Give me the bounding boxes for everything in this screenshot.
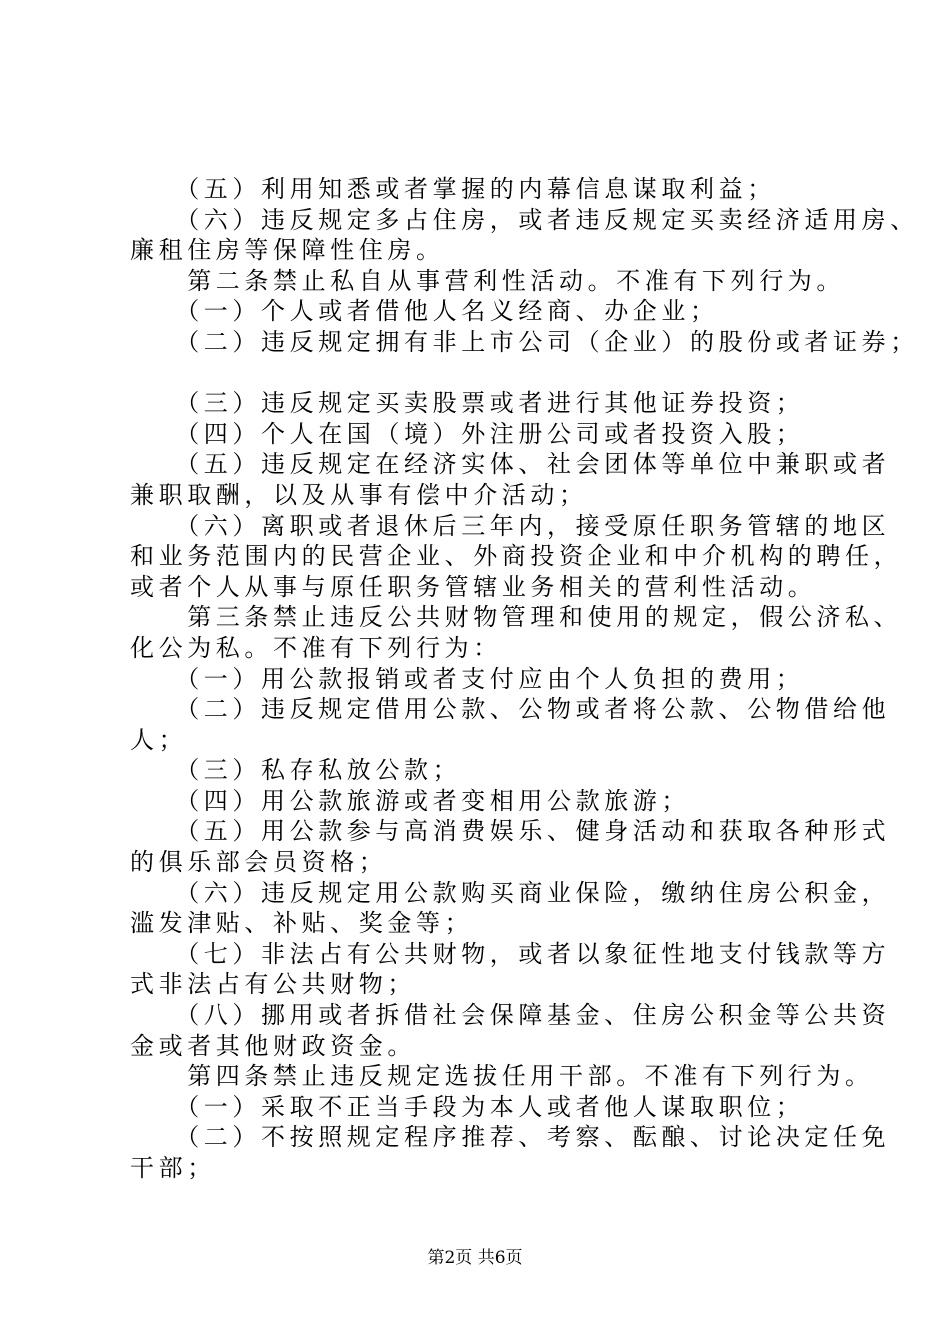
text-line: （三）违反规定买卖股票或者进行其他证券投资； [130, 389, 805, 418]
text-line: （二）违反规定拥有非上市公司（企业）的股份或者证券； [130, 327, 919, 356]
text-line: 金或者其他财政资金。 [130, 1031, 416, 1060]
text-line: 干部； [130, 1154, 216, 1182]
text-line: （六）违反规定多占住房，或者违反规定买卖经济适用房、 [130, 205, 919, 234]
text-line: （七）非法占有公共财物，或者以象征性地支付钱款等方 [130, 939, 891, 968]
text-line: （四）个人在国（境）外注册公司或者投资入股； [130, 419, 805, 448]
text-line: （五）违反规定在经济实体、社会团体等单位中兼职或者 [130, 450, 891, 479]
text-line: （一）用公款报销或者支付应由个人负担的费用； [130, 664, 805, 693]
text-line: 和业务范围内的民营企业、外商投资企业和中介机构的聘任， [130, 542, 903, 571]
text-line: （二）不按照规定程序推荐、考察、酝酿、讨论决定任免 [130, 1123, 891, 1152]
text-line: （二）违反规定借用公款、公物或者将公款、公物借给他 [130, 695, 891, 724]
document-body [130, 174, 919, 1184]
text-line: （三）私存私放公款； [130, 756, 462, 785]
text-line: （六）违反规定用公款购买商业保险，缴纳住房公积金， [130, 878, 891, 907]
text-line: （六）离职或者退休后三年内，接受原任职务管辖的地区 [130, 511, 891, 540]
text-line: 滥发津贴、补贴、奖金等； [130, 909, 474, 938]
text-line: （四）用公款旅游或者变相用公款旅游； [130, 786, 690, 815]
text-line: （五）用公款参与高消费娱乐、健身活动和获取各种形式 [130, 817, 891, 846]
text-line: 的俱乐部会员资格； [130, 848, 388, 877]
text-line: 第四条禁止违反规定选拔任用干部。不准有下列行为。 [130, 1062, 874, 1091]
text-line: 人； [130, 725, 188, 754]
text-line: 兼职取酬，以及从事有偿中介活动； [130, 480, 588, 509]
text-line: （一）采取不正当手段为本人或者他人谋取职位； [130, 1092, 805, 1121]
text-line: （五）利用知悉或者掌握的内幕信息谋取利益； [130, 175, 776, 203]
text-line: 式非法占有公共财物； [130, 970, 416, 999]
page-number-footer: 第2页 共6页 [427, 1248, 523, 1268]
text-line: （八）挪用或者拆借社会保障基金、住房公积金等公共资 [130, 1001, 891, 1030]
text-line: 或者个人从事与原任职务管辖业务相关的营利性活动。 [130, 572, 817, 601]
text-line: 化公为私。不准有下列行为： [130, 633, 502, 662]
blank-line [130, 358, 850, 389]
text-line: 廉租住房等保障性住房。 [130, 236, 445, 265]
text-line: 第三条禁止违反公共财物管理和使用的规定，假公济私、 [130, 603, 903, 632]
text-line: 第二条禁止私自从事营利性活动。不准有下列行为。 [130, 266, 845, 295]
text-line: （一）个人或者借他人名义经商、办企业； [130, 297, 719, 326]
